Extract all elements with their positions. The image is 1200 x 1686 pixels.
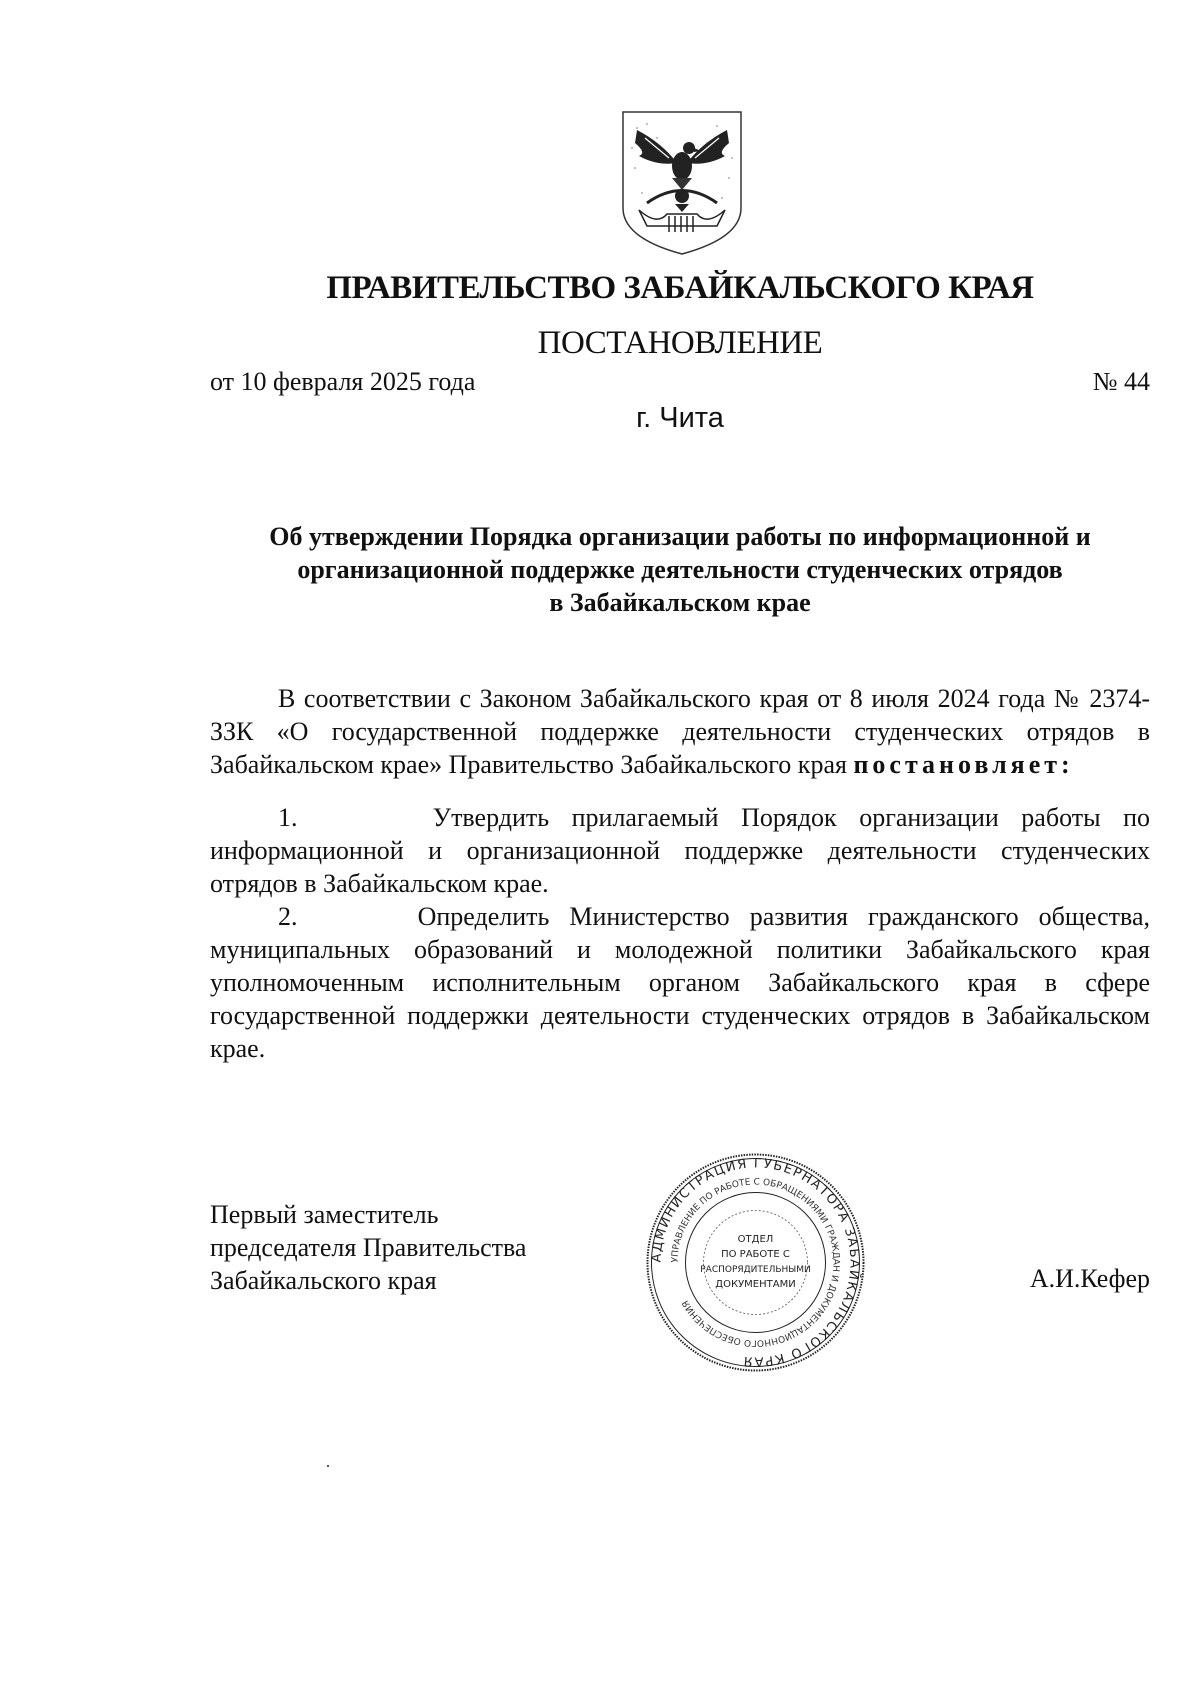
svg-text:УПРАВЛЕНИЕ ПО РАБОТЕ С ОБРАЩЕН xyxy=(670,1177,840,1347)
signer-position xyxy=(210,1198,526,1297)
preamble-text: В соответствии с Законом Забайкальского края от 8 июля 2024 года № 2374-ЗЗК «О государственной поддержке деятельности студенческих отрядов в Забайкальском крае» Правительство Забайкальского края xyxy=(210,684,1150,779)
subject-line: организационной поддержке деятельности студенческих отрядов xyxy=(297,555,1063,584)
preamble-paragraph xyxy=(210,682,1150,781)
item-number: 1. xyxy=(278,803,298,832)
seal-center-text: ОТДЕЛ xyxy=(737,1234,774,1245)
scan-speck xyxy=(327,1465,329,1467)
list-item xyxy=(210,801,1150,900)
signer-position-line: Первый заместитель xyxy=(210,1200,439,1229)
signer-position-line: председателя Правительства xyxy=(210,1233,527,1262)
document-date: от 10 февраля 2025 года xyxy=(210,367,476,396)
signer-position-line: Забайкальского края xyxy=(210,1266,437,1295)
signer-name: А.И.Кефер xyxy=(1029,1264,1150,1293)
subject-line: Об утверждении Порядка организации работы по информационной и xyxy=(269,522,1091,551)
item-number: 2. xyxy=(278,902,298,931)
decree-word: постановляет: xyxy=(853,750,1074,779)
subject-line: в Забайкальском крае xyxy=(549,588,811,617)
seal-center-text: ДОКУМЕНТАМИ xyxy=(715,1279,796,1290)
coat-of-arms-eagle-icon xyxy=(617,108,747,258)
item-text: Утвердить прилагаемый Порядок организации работы по информационной и организационной поддержке деятельности студенческих отрядов в Забайкальском крае. xyxy=(210,803,1151,898)
seal-outer-text: АДМИНИСТРАЦИЯ ГУБЕРНАТОРА ЗАБАЙКАЛЬСКОГО КРАЯ xyxy=(649,1156,862,1369)
seal-center-text: РАСПОРЯДИТЕЛЬНЫМИ xyxy=(700,1265,811,1275)
item-text: Определить Министерство развития гражданского общества, муниципальных образований и молодежной политики Забайкальского края уполномоченным исполнительным органом Забайкальского края в сфере государственной поддержки деятельности студенческих отрядов в Забайкальском крае. xyxy=(210,902,1150,1063)
seal-inner-text: УПРАВЛЕНИЕ ПО РАБОТЕ С ОБРАЩЕНИЯМИ ГРАЖДАН И ДОКУМЕНТАЦИОННОГО ОБЕСПЕЧЕНИЯ xyxy=(670,1177,841,1348)
document-body xyxy=(210,682,1150,1065)
svg-text:АДМИНИСТРАЦИЯ ГУБЕРНАТОРА ЗАБА xyxy=(649,1156,862,1368)
document-city: г. Чита xyxy=(636,402,724,434)
government-title: ПРАВИТЕЛЬСТВО ЗАБАЙКАЛЬСКОГО КРАЯ xyxy=(326,270,1034,306)
document-subject xyxy=(210,520,1150,619)
seal-center-text: ПО РАБОТЕ С xyxy=(721,1249,790,1260)
document-number: № 44 xyxy=(1092,367,1150,396)
document-type: ПОСТАНОВЛЕНИЕ xyxy=(537,325,823,361)
list-item xyxy=(210,900,1150,1065)
official-seal-stamp xyxy=(643,1150,868,1375)
